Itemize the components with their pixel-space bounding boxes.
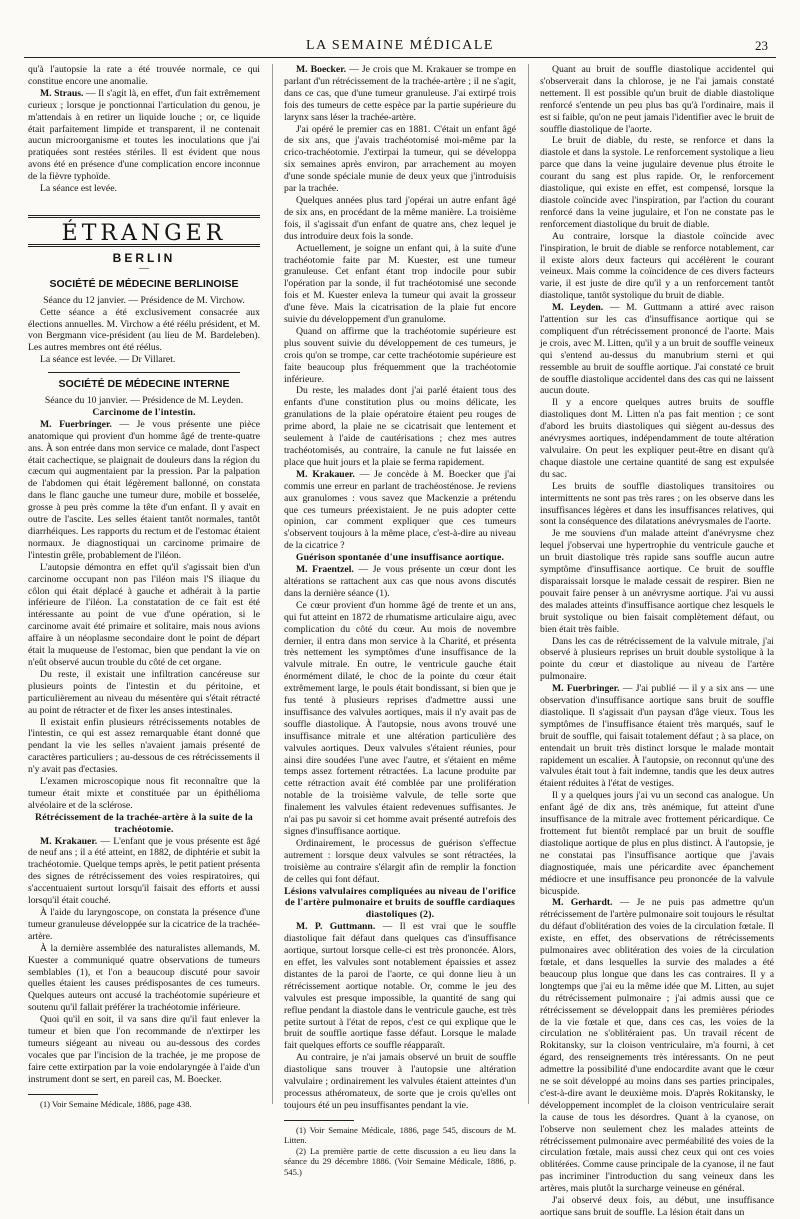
paragraph: L'autopsie démontra en effet qu'il s'agissait bien d'un carcinome occupant non pas l'iléon mais l'S iliaque du côlon qui était déplacé à gauche et adhérait à la partie inférieure de l'iléon. La constatation de ce fait est été intéressante au point de vue d'une opération, si le carcinome avait été primaire et solitaire, mais nous avions affaire à un néoplasme secondaire dont le point de départ était la muqueuse de l'estomac, bien que pendant la vie on n'eût observé aucun trouble du côté de cet organe. bbox=[28, 561, 260, 668]
section-rule bbox=[28, 215, 260, 218]
paragraph: Quant au bruit de souffle diastolique accidentel qui s'observerait dans la chlorose, je ne l'ai jamais constaté nettement. Il est possible qu'un bruit de diable diastolique renforcé s'entende un peu plus bas qu'à l'ordinaire, mais il est si faible, qu'on ne peut jamais l'identifier avec le bruit de souffle diastolique de l'aorte. bbox=[540, 64, 774, 135]
paragraph: Il existait enfin plusieurs rétrécissements notables de l'intestin, ce qui est assez remarquable étant donné que pendant la vie les selles n'avaient jamais présenté de caractères particuliers ; au-dessous de ces rétrécissements il n'y avait pas d'ectasies. bbox=[28, 716, 260, 776]
paragraph bbox=[540, 302, 774, 397]
paragraph: À l'aide du laryngoscope, on constata la présence d'une tumeur granuleuse développée sur la cicatrice de la trachée-artère. bbox=[28, 907, 260, 942]
footnote: (1) Voir Semaine Médicale, 1886, page 545, discours de M. Litten. bbox=[284, 1124, 516, 1146]
paragraph: À la dernière assemblée des naturalistes allemands, M. Kuester a communiqué quatre observations de tumeurs semblables (1), et l'on a beaucoup discuté pour savoir quelles étaient les causes prédisposantes de ces tumeurs. Quelques auteurs ont accusé la trachéotomie supérieure et soutenu qu'il fallait préférer la trachéotomie inférieure. bbox=[28, 942, 260, 1014]
paragraph: Quand on affirme que la trachéotomie supérieure est plus souvent suivie du développement de ces tumeurs, je crois qu'on se trompe, car cette trachéotomie supérieure est faite beaucoup plus fréquemment que la trachéotomie inférieure. bbox=[284, 325, 516, 385]
column-divider bbox=[272, 64, 273, 1104]
closing-line: La séance est levée. bbox=[40, 183, 117, 195]
speaker-text: — M. Guttmann a attiré avec raison l'attention sur les cas d'insuffisance aortique qui se compliquent d'un rétrécissement prononcé de l'aorte. Mais je crois, avec M. Litten, qu'il y a un bruit de souffle veineux qui s'entend au-dessus du manubrium sterni et qui ressemble au bruit de souffle aortique. J'ai constaté ce bruit de souffle diastolique accidentel dans des cas qui ne laissent aucun doute. bbox=[540, 302, 774, 397]
speaker-text: — L'enfant que je vous présente est âgé de neuf ans ; il a été atteint, en 1882, de diphtérie et subit la trachéotomie. Quelque temps après, le petit patient présenta des signes de rétrécissement des voies respiratoires, qui s'accentuaient surtout lorsqu'il faisait des efforts et aussi lorsqu'il était couché. bbox=[28, 835, 260, 907]
paragraph bbox=[284, 921, 516, 1052]
speaker-name: M. Straus. bbox=[40, 87, 84, 99]
footnote: (1) Voir Semaine Médicale, 1886, page 438. bbox=[40, 1098, 192, 1109]
column-left bbox=[28, 64, 260, 1109]
speaker-name: M. Fuerbringer. bbox=[552, 683, 620, 695]
speaker-text: — J'ai publié — il y a six ans — une observation d'insuffisance aortique sans bruit de souffle diastolique. Il s'agissait d'un paysan d'âge vieux. Tous les symptômes de l'insuffisance étaient très marqués, sauf le bruit de souffle, qui faisait totalement défaut ; à sa place, on entendait un bruit très distinct lorsque le malade montait rapidement un escalier. À l'autopsie, on reconnut qu'une des valvules était tout à fait indemne, tandis que les deux autres étaient réduites à l'état de vestiges. bbox=[540, 683, 774, 790]
paragraph bbox=[284, 564, 516, 600]
speaker-name: M. Boecker. bbox=[296, 64, 347, 75]
subsection-title: Carcinome de l'intestin. bbox=[92, 406, 196, 418]
speaker-name: M. P. Guttmann. bbox=[296, 921, 376, 933]
footnote-rule bbox=[28, 1094, 98, 1095]
subsection-title: Rétrécissement de la trachée-artère à la suite de la trachéotomie. bbox=[35, 811, 253, 835]
paragraph: Quelques années plus tard j'opérai un autre enfant âgé de six ans, en procédant de la même manière. La troisième fois, il s'agissait d'un enfant de quatre ans, chez lequel je dus introduire deux fois la sonde. bbox=[284, 194, 516, 242]
speaker-name: M. Fraentzel. bbox=[296, 564, 354, 576]
society-heading: SOCIÉTÉ DE MÉDECINE BERLINOISE bbox=[49, 277, 239, 290]
paragraph bbox=[28, 88, 260, 183]
session-line: Séance du 10 janvier. — Présidence de M. Leyden. bbox=[44, 395, 244, 407]
heading-dash: — bbox=[139, 262, 149, 274]
city-heading: BERLIN bbox=[112, 250, 176, 265]
session-line: Séance du 12 janvier. — Présidence de M. Virchow. bbox=[43, 294, 245, 306]
column-divider bbox=[528, 64, 529, 1104]
section-title: ÉTRANGER bbox=[61, 220, 227, 246]
speaker-text: — Il s'agit là, en effet, d'un fait extrêmement curieux ; lorsque je ponctionnai l'articulation du genou, je m'attendais à en retirer un liquide louche ; or, ce liquide était parfaitement limpide et transparent, il ne contenait aucun microorganisme et toutes les inoculations que j'ai pratiquées sont restées stériles. Il est évident que nous avons été en présence d'une complication encore inconnue de la fièvre typhoïde. bbox=[28, 87, 260, 183]
speaker-name: M. Krakauer. bbox=[40, 835, 98, 847]
paragraph: Je me souviens d'un malade atteint d'anévrysme chez lequel j'observai une hypertrophie du ventricule gauche et un bruit diastolique très rapide sans souffle aucun autre symptôme d'insuffisance aortique. Ce bruit de souffle disparaissait lorsque le malade cessait de respirer. Bien ne pouvait faire penser à un anévrysme aortique. J'ai vu aussi des malades atteints d'insuffisance aortique chez lesquels le bruit systolique ou bien faisait complètement défaut, ou bien était très faible. bbox=[540, 528, 774, 635]
footnote-rule bbox=[284, 1120, 354, 1121]
paragraph: Au contraire, je n'ai jamais observé un bruit de souffle diastolique sans trouver à l'autopsie une altération valvulaire ; ordinairement les valvules étaient atteintes d'un processus athéromateux, de sorte que je crois qu'elles ont toujours été un peu insuffisantes pendant la vie. bbox=[284, 1052, 516, 1111]
paragraph bbox=[28, 836, 260, 907]
paragraph bbox=[540, 897, 774, 1195]
paragraph: Quoi qu'il en soit, il va sans dire qu'il faut enlever la tumeur et bien que l'on recommande de n'extirper les tumeurs siégeant au niveau ou au-dessous des cordes vocales que par l'incision de la trachée, je me propose de faire cette extirpation par la voie endolaryngée à l'aide d'un instrument dont se sert, en pareil cas, M. Boecker. bbox=[28, 1014, 260, 1085]
paragraph: Ce cœur provient d'un homme âgé de trente et un ans, qui fut atteint en 1872 de rhumatisme articulaire aigu, avec complication du côté du cœur. Au mois de novembre dernier, il entra dans mon service à la Charité, et présenta très nettement les symptômes d'une insuffisance de la valvule mitrale. En outre, le ventricule gauche était énormément dilaté, le choc de la pointe du cœur était extrêmement large, le pouls était bondissant, si bien que je fus tenté à plusieurs reprises d'admettre aussi une insuffisance des valvules aortiques, mais il n'y avait pas de souffle diastolique. À l'autopsie, nous avons trouvé une insuffisance mitrale et une altération particulière des valvules aortiques. Deux valvules s'étaient réunies, pour ainsi dire soudées l'une avec l'autre, et s'étaient en même temps assez fortement rétractées. La lacune produite par cette rétraction avait été comblée par une prolifération notable de la troisième valvule, de telle sorte que finalement les valvules étaient redevenues suffisantes. Je n'ai pas pu savoir si cet homme avait présenté autrefois des signes d'insuffisance aortique. bbox=[284, 599, 516, 837]
column-middle bbox=[284, 64, 516, 1177]
separator-rule bbox=[48, 372, 240, 373]
paragraph: L'examen microscopique nous fit reconnaître que la tumeur était mixte et constituée par un épithélioma alvéolaire et de la sclérose. bbox=[28, 776, 260, 811]
speaker-name: M. Fuerbringer. bbox=[40, 418, 112, 430]
footnote: (2) La première partie de cette discussion a eu lieu dans la séance du 29 décembre 1886. (Voir Semaine Médicale, 1886, p. 545.) bbox=[284, 1145, 516, 1177]
speaker-text: — Je concède à M. Boecker que j'ai commis une erreur en parlant de trachéosténose. Je reviens aux granulomes : vous savez que Mackenzie a prétendu que ces tumeurs préexistaient. Je ne puis adopter cette opinion, car comment expliquer que ces tumeurs s'observent toujours à la même place, c'est-à-dire au niveau de la cicatrice ? bbox=[284, 468, 516, 552]
speaker-name: M. Leyden. bbox=[552, 302, 604, 314]
paragraph: Dans les cas de rétrécissement de la valvule mitrale, j'ai observé à plusieurs reprises un bruit double systolique à la pointe du cœur et diastolique au niveau de l'artère pulmonaire. bbox=[540, 635, 774, 683]
page-header bbox=[24, 38, 776, 54]
paragraph: Il y a encore quelques autres bruits de souffle diastoliques dont M. Litten n'a pas fait mention ; ce sont d'abord les bruits diastoliques qui siègent au-dessus des anévrysmes aortiques, indépendamment de toute altération valvulaire. On peut les expliquer peut-être en disant qu'à chaque diastole une certaine quantité de sang est expulsée du sac. bbox=[540, 397, 774, 480]
header-rule bbox=[24, 57, 776, 58]
paragraph: Le bruit de diable, du reste, se renforce et dans la diastole et dans la systole. Le renforcement systolique a lieu parce que dans la veine jugulaire devenue plus étroite le courant du sang est plus rapide. Or, le renforcement diastolique, qui existe en effet, est compensé, lorsque la diastole coïncide avec l'inspiration, par l'action du courant renforcé dans la veine jugulaire, et l'on ne constate pas le renforcement diastolique du bruit de diable. bbox=[540, 135, 774, 230]
speaker-text: — Il est vrai que le souffle diastolique fait défaut dans quelques cas d'insuffisance aortique, surtout lorsque celle-ci est très prononcée. Alors, en effet, les valvules sont notablement épaissies et assez distantes de la paroi de l'aorte, ce qui donne lieu à un rétrécissement aortique notable. Or, comme le jeu des valvules est presque impossible, la quantité de sang qui reflue pendant la diastole dans le ventricule gauche, est très petite surtout à l'état de repos, c'est ce qui explique que le bruit de souffle aortique fasse défaut. Lorsque le malade fait quelques efforts ce souffle réapparaît. bbox=[284, 921, 516, 1052]
subsection-title: Lésions valvulaires compliquées au niveau de l'orifice de l'artère pulmonaire et bruits de souffle cardiaques diastoliques (2). bbox=[284, 885, 516, 921]
paragraph: Cette séance a été exclusivement consacrée aux élections annuelles. M. Virchow a été réélu président, et M. von Bergmann vice-président (au lieu de M. Bardeleben). Les autres membres ont été réélus. bbox=[28, 306, 260, 354]
paragraph: Il y a quelques jours j'ai vu un second cas analogue. Un enfant âgé de dix ans, très anémique, fut atteint d'une insuffisance de la mitrale avec frottement péricardique. Ce frottement fut bientôt remplacé par un bruit de souffle diastolique aortique de plus en plus distinct. À l'autopsie, je ne constatai pas l'insuffisance aortique que j'avais diagnostiquée, mais une péricardite avec épanchement médiocre et une insuffisance peu prononcée de la valvule bicuspide. bbox=[540, 790, 774, 897]
paragraph: J'ai observé deux fois, au début, une insuffisance aortique sans bruit de souffle. La lésion était dans un bbox=[540, 1195, 774, 1218]
subsection-title: Guérison spontanée d'une insuffisance aortique. bbox=[295, 552, 505, 564]
paragraph: Du reste, il existait une infiltration cancéreuse sur plusieurs points de l'intestin et du péritoine, et particulièrement au niveau du mésentère qui s'était rétracté au point de rétracter et de fixer les anses intestinales. bbox=[28, 668, 260, 716]
speaker-name: M. Krakauer. bbox=[296, 468, 355, 480]
page-number: 23 bbox=[755, 38, 768, 53]
society-heading: SOCIÉTÉ DE MÉDECINE INTERNE bbox=[58, 378, 230, 391]
paragraph bbox=[284, 469, 516, 552]
paragraph: J'ai opéré le premier cas en 1881. C'était un enfant âgé de six ans, que j'avais trachéotomisé moi-même par la crico-trachéotomie. J'extirpai la tumeur, qui se développa six semaines après environ, par arrachement au moyen d'une sonde spéciale munie de deux yeux que j'introduisis par la trachée. bbox=[284, 123, 516, 195]
paragraph: qu'à l'autopsie la rate a été trouvée normale, ce qui constitue encore une anomalie. bbox=[28, 64, 260, 87]
paragraph: Actuellement, je soigne un enfant qui, à la suite d'une trachéotomie faite par M. Kuester, est une tumeur granuleuse. Cet enfant étant trop indocile pour subir l'opération par la sonde, il fut trachéotomisé une seconde fois et M. Kuester enleva la tumeur qui avait la grosseur d'une fève. Mais la cicatrisation de la plaie fut encore suivie du développement d'un granulome. bbox=[284, 242, 516, 326]
paragraph bbox=[540, 683, 774, 790]
speaker-text: — Je ne puis pas admettre qu'un rétrécissement de l'artère pulmonaire soit toujours le résultat du défaut d'oblitération des voies de la circulation fœtale. Il existe, en effet, des observations de rétrécissements pulmonaires avec oblitération des voies de la circulation fœtale, et dans lesquelles la survie des malades a été beaucoup plus longue que dans les cas contraires. Il y a longtemps que j'ai eu la même idée que M. Litten, au sujet du rétrécissement pulmonaire ; j'ai admis aussi que ce rétrécissement se développait dans les premières périodes de la vie fœtale et que, dans ces cas, les voies de la circulation ne s'oblitéraient pas. Un travail récent de Rokitansky, sur la cloison ventriculaire, m'a fourni, à cet égard, des renseignements très intéressants. On ne peut admettre la possibilité d'une endocardite avant que le cœur ne se soit développé au moins dans ses parties principales, c'est-à-dire avant le deuxième mois. D'après Rokitansky, le développement incomplet de la cloison ventriculaire serait la cause de tous les désordres. Quant à la cyanose, on l'observe non seulement chez les malades atteints de rétrécissement pulmonaire avec perméabilité des voies de la circulation fœtale, mais aussi chez ceux qui ont ces voies oblitérées. Comme cause principale de la cyanose, il ne faut pas incriminer l'introduction du sang veineux dans les artères, mais plutôt la surcharge veineuse en général. bbox=[540, 897, 774, 1195]
speaker-text: — Je crois que M. Krakauer se trompe en parlant d'un rétrécissement de la trachée-artère ; il ne s'agit, dans ce cas, que d'une tumeur granuleuse. J'ai extirpé trois fois des tumeurs de cette espèce par la partie supérieure du larynx sans léser la trachée-artère. bbox=[284, 64, 516, 123]
speaker-text: — Je vous présente une pièce anatomique qui provient d'un homme âgé de trente-quatre ans. À son entrée dans mon service ce malade, dont l'aspect était cachectique, se plaignait de douleurs dans la région du cæcum qui augmentaient par la pression. Par la palpation de l'abdomen qui était légèrement ballonné, on constata dans le flanc gauche une tumeur dure, mobile et bosselée, grosse à peu près comme la tête d'un enfant. Il y avait en outre de l'ascite. Les selles étaient tantôt normales, tantôt diarrhéiques. Les rapports du rectum et de l'estomac étaient normaux. Je diagnostiquai un carcinome primaire de l'intestin grêle, probablement de l'iléon. bbox=[28, 418, 260, 561]
paragraph bbox=[284, 64, 516, 124]
closing-line: La séance est levée. — Dr Villaret. bbox=[40, 354, 176, 366]
paragraph bbox=[28, 419, 260, 562]
paragraph: Du reste, les malades dont j'ai parlé étaient tous des enfants d'une constitution plus ou moins délicate, les granulations de la plaie opératoire étaient peu rouges de prime abord, la plaie ne se cicatrisait que lentement et seulement à l'aide de cautérisations ; chez mes autres trachéotomisés, au contraire, la canule ne fut laissée en place que huit jours et la plaie se ferma rapidement. bbox=[284, 385, 516, 468]
running-title: LA SEMAINE MÉDICALE bbox=[306, 38, 494, 53]
speaker-name: M. Gerhardt. bbox=[552, 897, 613, 909]
paragraph: Au contraire, lorsque la diastole coïncide avec l'inspiration, le bruit de diable se renforce notablement, car il existe alors deux facteurs qui accélèrent le courant veineux. Mais comme la coïncidence de ces divers facteurs varie, il est juste de dire qu'il y a un renforcement tantôt diastolique, tantôt systolique du bruit de diable. bbox=[540, 230, 774, 302]
paragraph: Les bruits de souffle diastoliques transitoires ou intermittents ne sont pas très rares ; on les observe dans les insuffisances légères et dans les insuffisances relatives, qui sont la conséquence des dilatations anévrysmales de l'aorte. bbox=[540, 480, 774, 528]
column-right bbox=[540, 64, 774, 1218]
paragraph: Ordinairement, le processus de guérison s'effectue autrement : lorsque deux valvules se sont rétractées, la troisième au contraire s'élargit afin de remplir la fonction de celles qui font défaut. bbox=[284, 837, 516, 885]
speaker-text: — Je vous présente un cœur dont les altérations se rattachent aux cas que nous avons discutés dans la dernière séance (1). bbox=[284, 564, 516, 599]
